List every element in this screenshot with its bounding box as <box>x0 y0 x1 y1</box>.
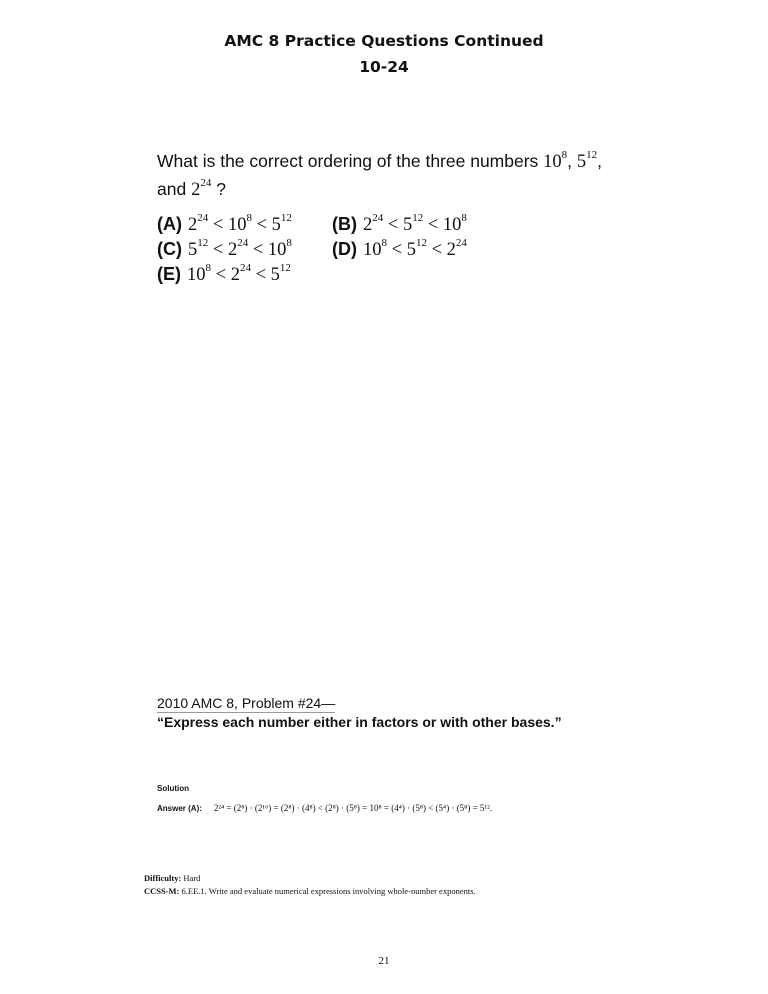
solution-heading: Solution <box>157 784 189 793</box>
page-number: 21 <box>378 955 390 967</box>
choice-e: (E) $10^8 < 2^{24} < 5^{12}$ <box>157 261 291 285</box>
choice-c: (C) $5^{12} < 2^{24} < 10^8$ <box>157 236 292 260</box>
problem-source <box>157 695 562 731</box>
page-subtitle: 10-24 <box>359 58 409 76</box>
problem-meta <box>144 872 476 898</box>
choice-b: (B) $2^{24} < 5^{12} < 10^8$ <box>332 211 467 235</box>
source-hint: “Express each number either in factors or with other bases.” <box>157 714 562 730</box>
choice-a: (A) $2^{24} < 10^8 < 5^{12}$ <box>157 211 292 235</box>
question-text: What is the correct ordering of the three numbers $10^8$, $5^{12}$, and $2^{24}$ ? <box>157 148 603 200</box>
difficulty: Difficulty: Hard <box>144 873 201 883</box>
choice-d: (D) $10^8 < 5^{12} < 2^{24}$ <box>332 236 467 260</box>
source-title: 2010 AMC 8, Problem #24— <box>157 695 336 711</box>
answer-label: Answer (A): <box>157 804 202 813</box>
ccss-standard: CCSS-M: 6.EE.1. Write and evaluate numerical expressions involving whole-number exponents. <box>144 886 476 896</box>
solution-answer <box>157 803 492 813</box>
page-title: AMC 8 Practice Questions Continued <box>224 32 544 50</box>
answer-math: 2²⁴ = (2⁸) · (2¹⁶) = (2⁸) · (4⁸) < (2⁸) · (5⁸) = 10⁸ = (4⁴) · (5⁸) < (5⁴) · (5⁸) = 5¹². <box>213 803 493 813</box>
answer-choices <box>157 211 507 289</box>
